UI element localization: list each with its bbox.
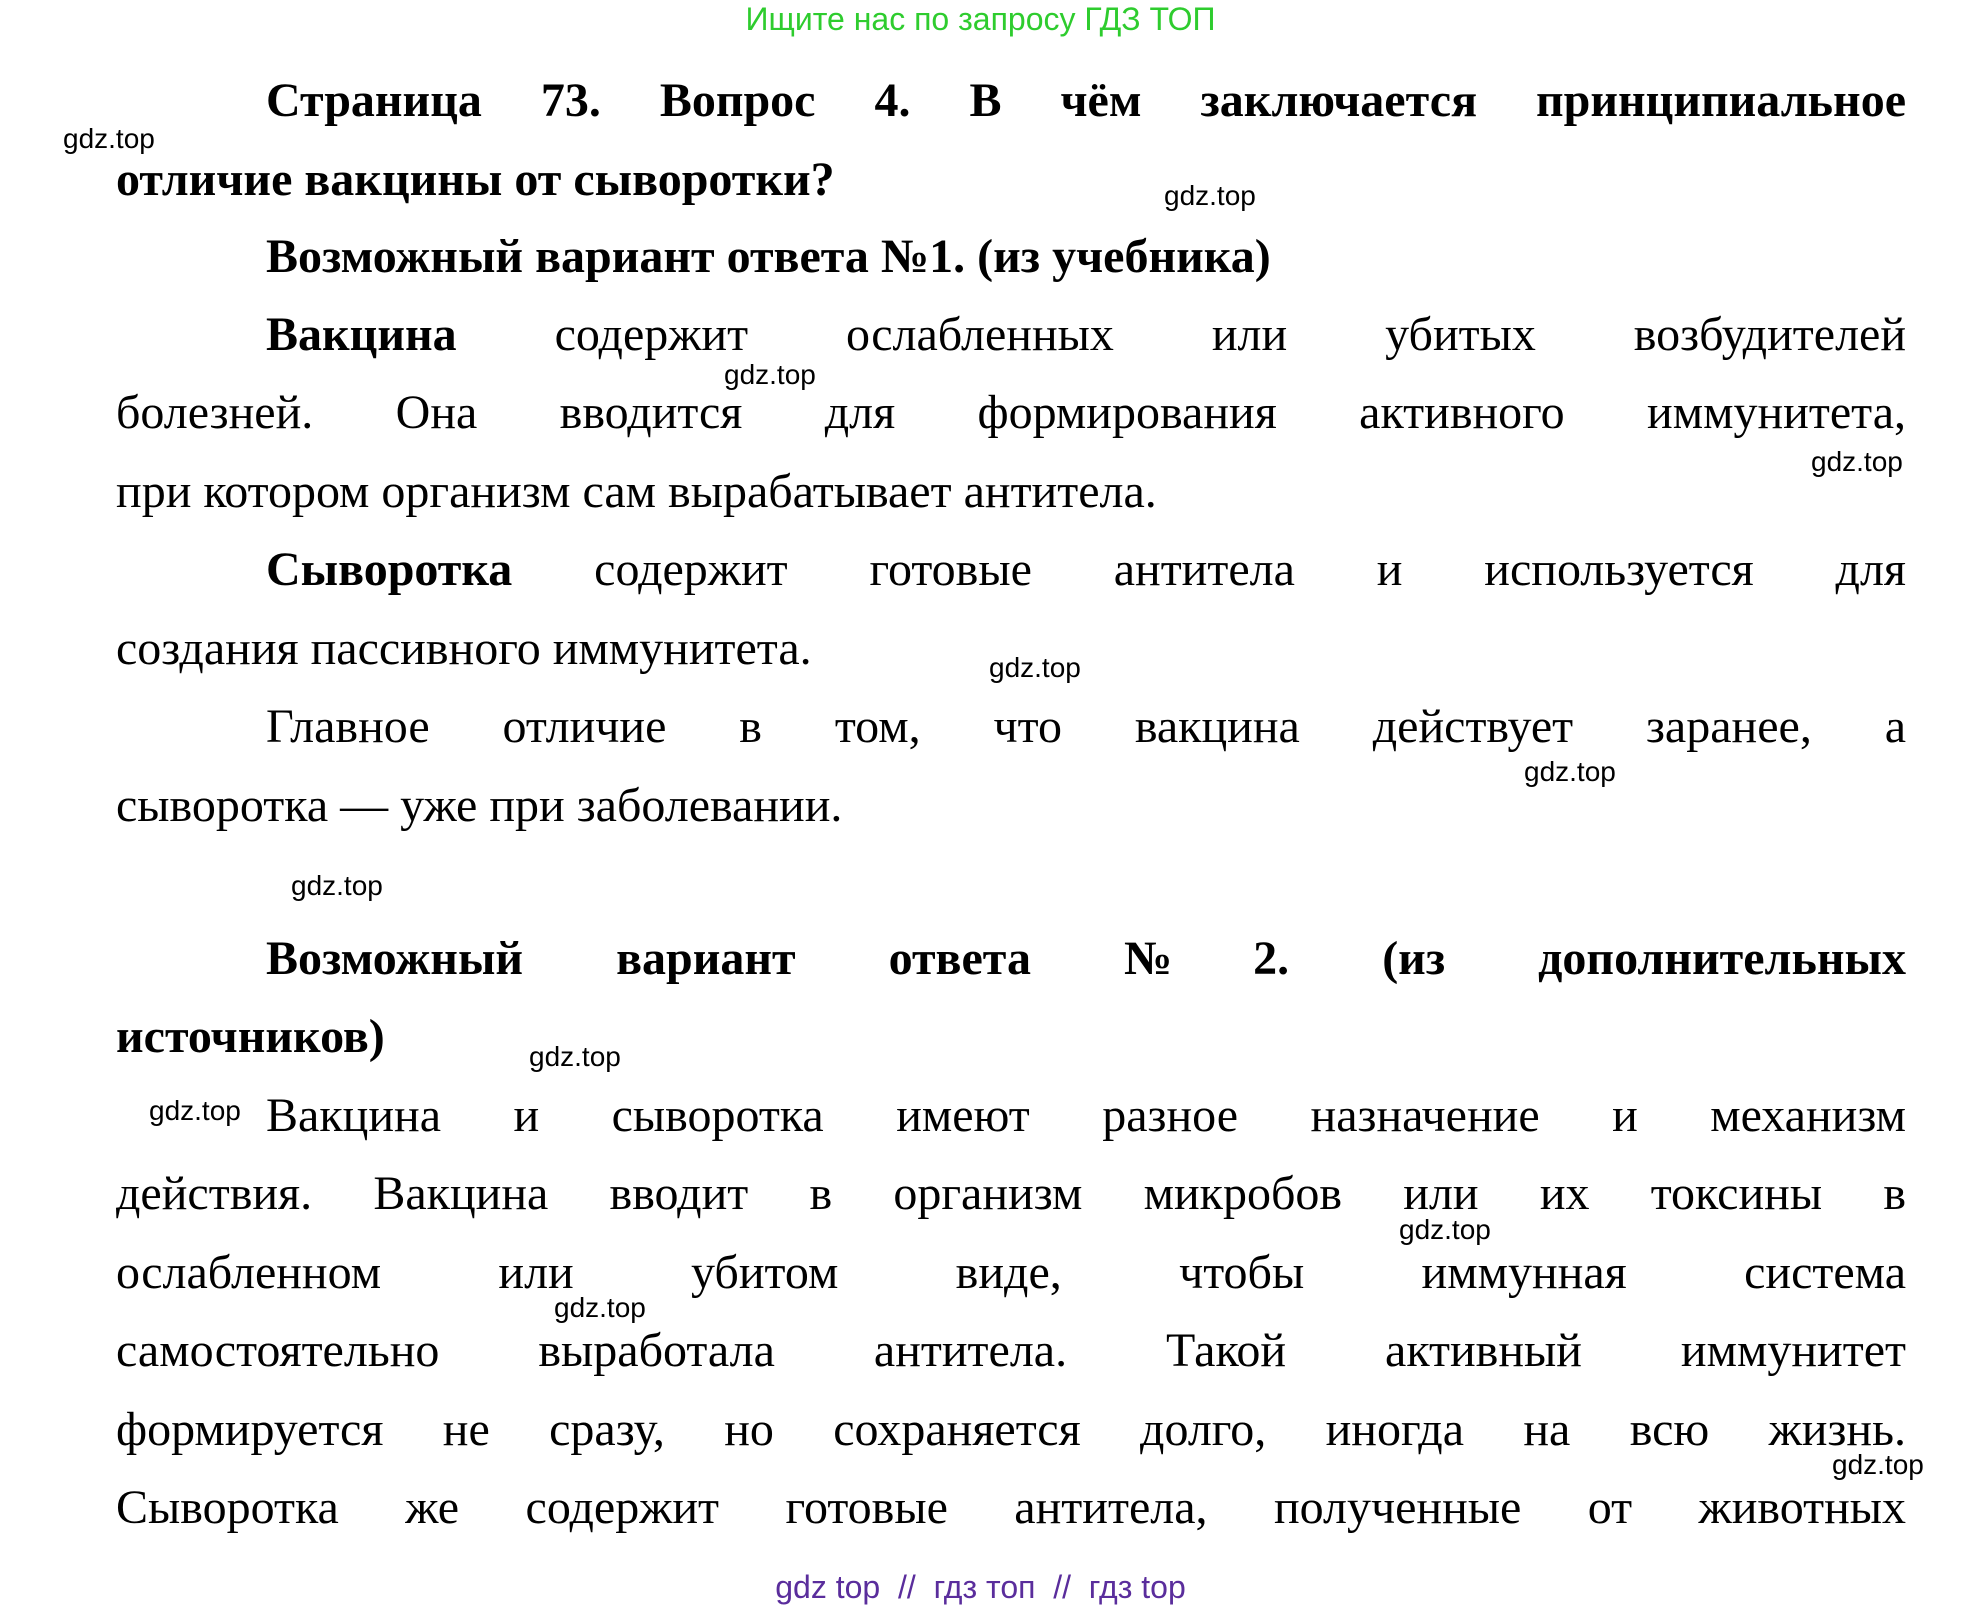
answer1-p2-line2: создания пассивного иммунитета. — [116, 622, 812, 675]
watermark: gdz.top — [291, 870, 383, 901]
answer1-p2-line1 — [266, 542, 1906, 598]
answer2-line: самостоятельно выработала антитела. Такой активный иммунитет — [116, 1324, 1906, 1377]
search-banner: Ищите нас по запросу ГДЗ ТОП — [745, 1, 1216, 37]
answer2-heading-line1: Возможный вариант ответа №2. (из дополнительных — [266, 932, 1906, 985]
answer2-heading-line2: источников) — [116, 1010, 385, 1063]
watermark: gdz.top — [1399, 1214, 1491, 1245]
question-title-line1: Страница 73. Вопрос 4. В чём заключается принципиальное — [266, 74, 1906, 127]
term-serum: Сыворотка — [266, 543, 513, 596]
answer2-line: ослабленном или убитом виде, чтобы иммунная система — [116, 1246, 1906, 1299]
watermark: gdz.top — [1832, 1449, 1924, 1480]
answer2-line: формируется не сразу, но сохраняется долго, иногда на всю жизнь. — [116, 1403, 1906, 1456]
watermark: gdz.top — [724, 359, 816, 390]
watermark: gdz.top — [989, 652, 1081, 683]
term-vaccine: Вакцина — [266, 308, 457, 361]
watermark: gdz.top — [149, 1095, 241, 1126]
answer1-p1-line3: при котором организм сам вырабатывает антитела. — [116, 465, 1157, 518]
answer1-p3-line2: сыворотка — уже при заболевании. — [116, 779, 843, 832]
answer1-p3-line1: Главное отличие в том, что вакцина действует заранее, а — [266, 700, 1906, 753]
answer1-p1-line1 — [266, 307, 1906, 363]
answer2-line: действия. Вакцина вводит в организм микробов или их токсины в — [116, 1167, 1906, 1220]
answer2-line: Вакцина и сыворотка имеют разное назначение и механизм — [266, 1089, 1906, 1142]
question-title-line2: отличие вакцины от сыворотки? — [116, 153, 835, 206]
watermark: gdz.top — [554, 1292, 646, 1323]
text: содержит готовые антитела и используется для — [594, 543, 1907, 596]
watermark: gdz.top — [529, 1041, 621, 1072]
watermark: gdz.top — [1811, 446, 1903, 477]
answer1-heading: Возможный вариант ответа №1. (из учебника) — [266, 230, 1271, 283]
text: содержит ослабленных или убитых возбудителей — [554, 308, 1907, 361]
answer2-line: Сыворотка же содержит готовые антитела, полученные от животных — [116, 1481, 1906, 1534]
watermark: gdz.top — [1164, 180, 1256, 211]
watermark: gdz.top — [63, 123, 155, 154]
answer1-p1-line2: болезней. Она вводится для формирования активного иммунитета, — [116, 386, 1906, 439]
watermark: gdz.top — [1524, 756, 1616, 787]
footer-watermark: gdz top // гдз топ // гдз top — [775, 1569, 1186, 1605]
